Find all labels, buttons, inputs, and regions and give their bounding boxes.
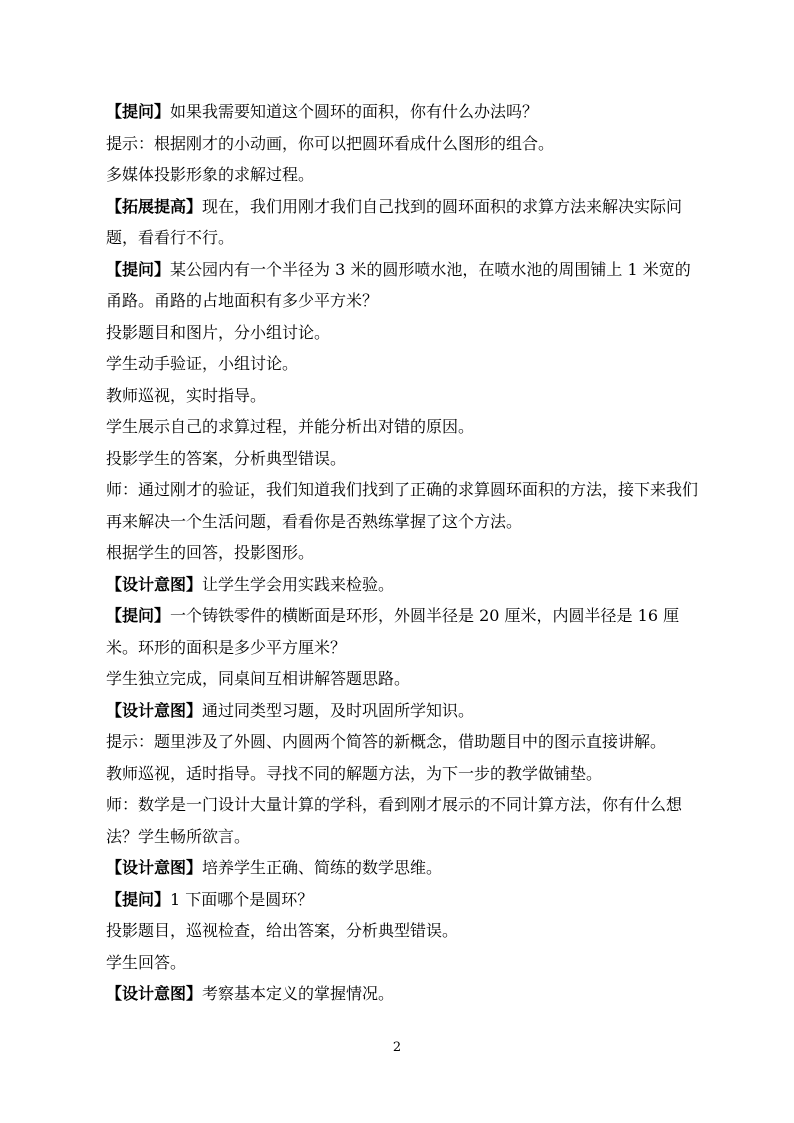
paragraph [106,758,702,790]
paragraph-text: 提示：根据刚才的小动画，你可以把圆环看成什么图形的组合。 [106,133,555,153]
section-label: 【设计意图】 [106,700,203,720]
paragraph-text: 投影题目，巡视检查，给出答案，分析典型错误。 [106,921,459,940]
paragraph-text: 学生独立完成，同桌间互相讲解答题思路。 [106,669,411,688]
paragraph [106,537,702,569]
paragraph [106,947,702,979]
section-label: 【提问】 [106,606,171,625]
paragraph [106,600,702,663]
section-label: 【提问】 [106,102,171,121]
paragraph-text: 师：通过刚才的验证，我们知道我们找到了正确的求算圆环面积的方法，接下来我们再来解决一个生活问题，看看你是否熟练掌握了这个方法。 [106,480,699,531]
paragraph-text: 1 下面哪个是圆环？ [170,889,314,909]
paragraph [106,726,702,758]
paragraph-text: 提示：题里涉及了外圆、内圆两个简答的新概念，借助题目中的图示直接讲解。 [106,732,667,751]
section-label: 【设计意图】 [106,858,203,877]
section-label: 【提问】 [106,259,171,279]
paragraph [106,789,702,852]
paragraph-text: 学生动手验证，小组讨论。 [106,354,299,373]
paragraph-text: 教师巡视，实时指导。 [106,385,267,405]
paragraph [106,915,702,947]
section-label: 【设计意图】 [106,984,203,1003]
paragraph [106,380,702,412]
paragraph [106,663,702,695]
paragraph-text: 考察基本定义的掌握情况。 [202,984,395,1003]
paragraph-text: 教师巡视，适时指导。寻找不同的解题方法，为下一步的教学做铺垫。 [106,763,603,783]
page-number: 2 [392,1040,402,1055]
paragraph [106,96,702,128]
paragraph [106,348,702,380]
section-label: 【拓展提高】 [106,196,203,216]
paragraph-text: 根据学生的回答，投影图形。 [106,543,315,562]
paragraph [106,852,702,884]
paragraph [106,569,702,601]
paragraph [106,411,702,443]
paragraph-text: 投影学生的答案，分析典型错误。 [106,448,347,468]
paragraph-text: 师：数学是一门设计大量计算的学科，看到刚才展示的不同计算方法，你有什么想法？学生畅所欲言。 [106,795,683,846]
section-label: 【设计意图】 [106,574,203,594]
paragraph-text: 现在，我们用刚才我们自己找到的圆环面积的求算方法来解决实际问题，看看行不行。 [106,196,683,247]
paragraph-text: 学生展示自己的求算过程，并能分析出对错的原因。 [106,417,475,436]
paragraph [106,159,702,191]
paragraph-text: 培养学生正确、简练的数学思维。 [202,858,443,877]
paragraph [106,191,702,254]
paragraph [106,317,702,349]
document-body [106,96,702,1010]
paragraph-text: 多媒体投影形象的求解过程。 [106,165,315,184]
paragraph [106,443,702,475]
paragraph-text: 通过同类型习题，及时巩固所学知识。 [202,700,475,720]
paragraph [106,128,702,160]
paragraph [106,254,702,317]
paragraph [106,474,702,537]
paragraph-text: 某公园内有一个半径为 3 米的圆形喷水池，在喷水池的周围铺上 1 米宽的甬路。甬路的占地面积有多少平方米？ [106,259,691,310]
paragraph-text: 投影题目和图片，分小组讨论。 [106,322,331,342]
paragraph-text: 如果我需要知道这个圆环的面积，你有什么办法吗？ [170,102,539,121]
paragraph-text: 一个铸铁零件的横断面是环形，外圆半径是 20 厘米，内圆半径是 16 厘米。环形的面积是多少平方厘米？ [106,606,680,657]
paragraph-text: 学生回答。 [106,952,187,972]
section-label: 【提问】 [106,889,171,909]
paragraph-text: 让学生学会用实践来检验。 [202,574,395,594]
paragraph [106,978,702,1010]
paragraph [106,884,702,916]
paragraph [106,695,702,727]
